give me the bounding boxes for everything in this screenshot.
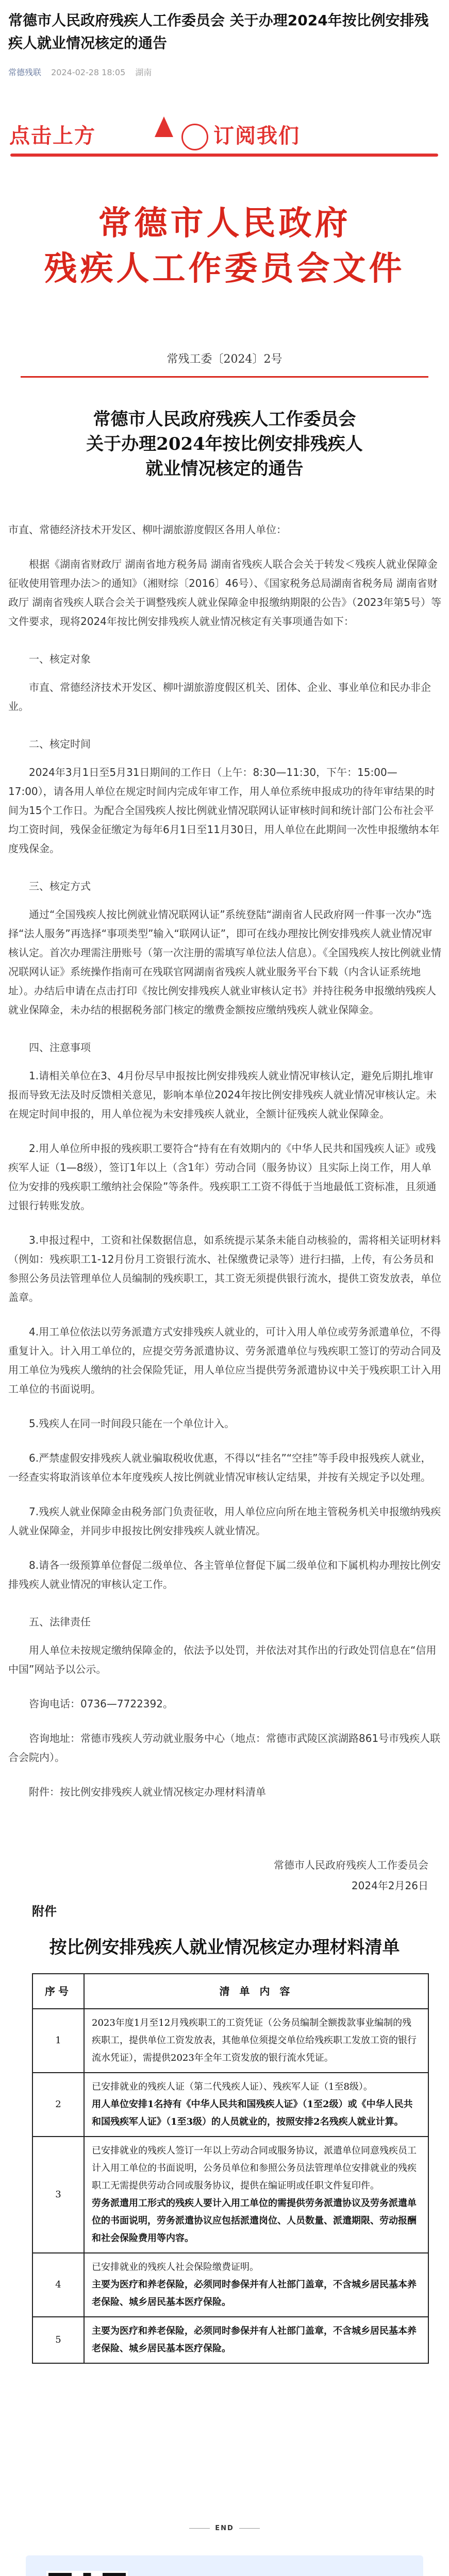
notice-title-line: 关于办理2024年按比例安排残疾人 (86, 434, 363, 454)
section-text: 市直、常德经济技术开发区、柳叶湖旅游度假区机关、团体、企业、事业单位和民办非企业。 (8, 681, 431, 713)
signature-block (274, 1855, 428, 1896)
row-content (84, 2137, 428, 2253)
notice-item: 5.残疾人在同一时间段只能在一个单位计入。 (29, 1417, 235, 1430)
banner-underline (10, 154, 438, 157)
intro-paragraph: 根据《湖南省财政厅 湖南省地方税务局 湖南省残疾人联合会关于转发＜残疾人就业保障金征收使用管理办法＞的通知》（湘财综〔2016〕46号）、《国家税务总局湖南省税务局 湖南省财政厅 湖南省残疾人联合会关于调整残疾人就业保障金申报缴纳期限的公告》（2023年第5号）等文件要求，现将2024年按比例安排残疾人就业情况核定有关事项通告如下： (8, 558, 441, 628)
doc-header-line2: 残疾人工作委员会文件 (44, 249, 405, 288)
article-title: 常德市人民政府残疾人工作委员会 关于办理2024年按比例安排残疾人就业情况核定的通告 (8, 12, 429, 52)
table-row (32, 2253, 428, 2317)
row-text: 已安排就业的残疾人社会保险缴费证明。 (92, 2262, 259, 2273)
table-row (32, 2073, 428, 2137)
pointer-hand-icon (181, 124, 208, 150)
section-text: 通过“全国残疾人按比例就业情况联网认证”系统登陆“湖南省人民政府网一件事一次办”选择“法人服务”再选择“事项类型”输入“联网认证”，即可在线办理按比例安排残疾人就业情况审核认定。首次办理需注册账号（第一次注册的需填写单位法人信息）。《全国残疾人按比例就业情况联网认证》系统操作指南可在残联官网湖南省残疾人就业服务平台下载（内含认证系统地址）。办结后申请在点击打印《按比例安排残疾人就业审核认定书》并持往税务申报缴纳残疾人就业保障金，未办结的根据税务部门核定的缴费金额按应缴纳残疾人就业保障金。 (8, 908, 441, 1016)
subscribe-banner[interactable] (0, 93, 449, 191)
section-heading: 一、核定对象 (29, 653, 91, 665)
document-number: 常残工委〔2024〕2号 (167, 353, 282, 366)
attachment-label: 附件 (32, 1904, 57, 1919)
table-row (32, 2317, 428, 2363)
materials-table (32, 1973, 429, 2364)
contact-address: 咨询地址：常德市残疾人劳动就业服务中心（地点：常德市武陵区滨湖路861号市残疾人联合会院内）。 (8, 1732, 441, 1764)
banner-right-text: 订阅我们 (213, 124, 300, 148)
addressees: 市直、常德经济技术开发区、柳叶湖旅游度假区各用人单位： (8, 523, 287, 536)
section-text: 2024年3月1日至5月31日期间的工作日（上午：8:30—11:30，下午：15:00—17:00），请各用人单位在规定时间内完成年审工作，用人单位系统申报成功的待年审结果的时间为15个工作日。为配合全国残疾人按比例就业情况联网认证审核时间和统计部门公布社会平均工资时间，残保金征缴定为每年6月1日至11月30日，用人单位在此期间一次性申报缴纳本年度残保金。 (8, 766, 440, 855)
qr-code-icon[interactable] (46, 2571, 128, 2576)
notice-item: 8.请各一级预算单位督促二级单位、各主管单位督促下属二级单位和下属机构办理按比例安排残疾人就业情况的审核认定工作。 (8, 1559, 441, 1590)
signature-org: 常德市人民政府残疾人工作委员会 (274, 1859, 428, 1871)
publish-date: 2024-02-28 18:05 (51, 67, 126, 77)
red-divider (21, 376, 428, 378)
table-header-row (32, 1974, 428, 2009)
contact-phone: 咨询电话：0736—7722392。 (29, 1698, 173, 1710)
section-heading: 三、核定方式 (29, 880, 91, 892)
section-heading: 四、注意事项 (29, 1041, 91, 1054)
column-header: 清 单 内 容 (84, 1974, 428, 2009)
row-bold-text: 主要为医疗和养老保险，必须同时参保并有人社部门盖章，不含城乡居民基本养老保险、城乡居民基本医疗保险。 (92, 2279, 417, 2308)
section-heading: 五、法律责任 (29, 1616, 91, 1628)
account-name-link[interactable]: 常德残联 (8, 67, 42, 77)
publish-location: 湖南 (135, 67, 152, 77)
qr-finder-icon (48, 2573, 67, 2576)
article-meta (8, 66, 159, 78)
banner-left-text: 点击上方 (9, 124, 96, 148)
signature-date: 2024年2月26日 (351, 1879, 428, 1892)
row-number: 5 (32, 2317, 84, 2363)
row-bold-text: 用人单位安排1名持有《中华人民共和国残疾人证》（1至2级）或《中华人民共和国残疾军人证》（1至3级）的人员就业的，按照安排2名残疾人就业计算。 (92, 2099, 413, 2127)
section-text: 用人单位未按规定缴纳保障金的，依法予以处罚，并依法对其作出的行政处罚信息在“信用中国”网站予以公示。 (8, 1644, 437, 1675)
row-bold-text: 劳务派遣用工形式的残疾人要计入用工单位的需提供劳务派遣协议及劳务派遣单位的书面说明，劳务派遣协议应包括派遣岗位、人员数量、派遣期限、劳动报酬和社会保险费用等内容。 (92, 2198, 417, 2244)
row-text: 已安排就业的残疾人签订一年以上劳动合同或服务协议，派遣单位同意残疾员工计入用工单位的书面说明，公务员单位和参照公务员法管理单位安排就业的残疾职工无需提供劳动合同或服务协议，提供在编证明或任职文件复印件。 (92, 2145, 417, 2191)
qr-finder-icon (107, 2573, 126, 2576)
table-row (32, 2137, 428, 2253)
notice-body (8, 520, 441, 1817)
row-bold-text: 主要为医疗和养老保险，必须同时参保并有人社部门盖章，不含城乡居民基本养老保险、城乡居民基本医疗保险。 (92, 2326, 417, 2354)
row-number: 4 (32, 2253, 84, 2317)
notice-item: 1.请相关单位在3、4月份尽早申报按比例安排残疾人就业情况审核认定，避免后期扎堆审报而导致无法及时反馈相关意见，影响本单位2024年按比例安排残疾人就业情况审核认定。未在规定时间申报的，用人单位视为未安排残疾人就业，全额计征残疾人就业保障金。 (8, 1070, 437, 1120)
credits-card (26, 2555, 423, 2576)
notice-title-line: 就业情况核定的通告 (145, 459, 304, 479)
row-text: 2023年度1月至12月残疾职工的工资凭证（公务员编制全额拨款事业编制的残疾职工，提供单位工资发放表，其他单位须提交单位给残疾职工发放工资的银行流水凭证），需提供2023年全年工资发放的银行流水凭证。 (92, 2018, 417, 2063)
notice-title-line: 常德市人民政府残疾人工作委员会 (93, 409, 356, 430)
row-number: 2 (32, 2073, 84, 2137)
section-heading: 二、核定时间 (29, 738, 91, 750)
notice-item: 4.用工单位依法以劳务派遣方式安排残疾人就业的，可计入用人单位或劳务派遣单位，不得重复计入。计入用工单位的，应提交劳务派遣协议、劳务派遣单位与残疾职工签订的劳动合同及用工单位为残疾人缴纳的社会保险凭证，用人单位应当提供劳务派遣协议中关于残疾职工计入用工单位的书面说明。 (8, 1326, 441, 1395)
notice-title (0, 407, 449, 481)
table-row (32, 2009, 428, 2073)
row-content (84, 2317, 428, 2363)
attachment-title: 按比例安排残疾人就业情况核定办理材料清单 (49, 1937, 400, 1958)
up-arrow-icon (155, 116, 173, 137)
notice-item: 3.申报过程中，工资和社保数据信息，如系统提示某条未能自动核验的，需将相关证明材料（例如：残疾职工1-12月份月工资银行流水、社保缴费记录等）进行扫描，上传，有公务员和参照公务员法管理单位人员编制的残疾职工，其工资无须提供银行流水，提供工资发放表，单位盖章。 (8, 1234, 441, 1303)
notice-item: 7.残疾人就业保障金由税务部门负责征收，用人单位应向所在地主管税务机关申报缴纳残疾人就业保障金，并同步申报按比例安排残疾人就业情况。 (8, 1505, 441, 1537)
row-content (84, 2073, 428, 2137)
row-text: 已安排就业的残疾人证（第二代残疾人证）、残疾军人证（1至8级）。 (92, 2081, 373, 2092)
notice-item: 2.用人单位所申报的残疾职工要符合“持有在有效期内的《中华人民共和国残疾人证》或残疾军人证（1—8级），签订1年以上（含1年）劳动合同（服务协议）且实际上岗工作，用人单位为安排的残疾职工缴纳社会保险”等条件。残疾职工工资不得低于当地最低工资标准，且须通过银行转账发放。 (8, 1142, 437, 1212)
end-mark: END (0, 2524, 449, 2532)
row-content (84, 2009, 428, 2073)
row-number: 1 (32, 2009, 84, 2073)
notice-item: 6.严禁虚假安排残疾人就业骗取税收优惠，不得以“挂名”“空挂”等手段申报残疾人就业，一经查实将取消该单位本年度残疾人按比例就业情况审核认定结果，并按有关规定予以处理。 (8, 1452, 431, 1483)
row-number: 3 (32, 2137, 84, 2253)
doc-header-line1: 常德市人民政府 (98, 204, 351, 243)
attachment-note: 附件：按比例安排残疾人就业情况核定办理材料清单 (29, 1786, 266, 1798)
document-header (0, 201, 449, 292)
column-header: 序号 (32, 1974, 84, 2009)
row-content (84, 2253, 428, 2317)
